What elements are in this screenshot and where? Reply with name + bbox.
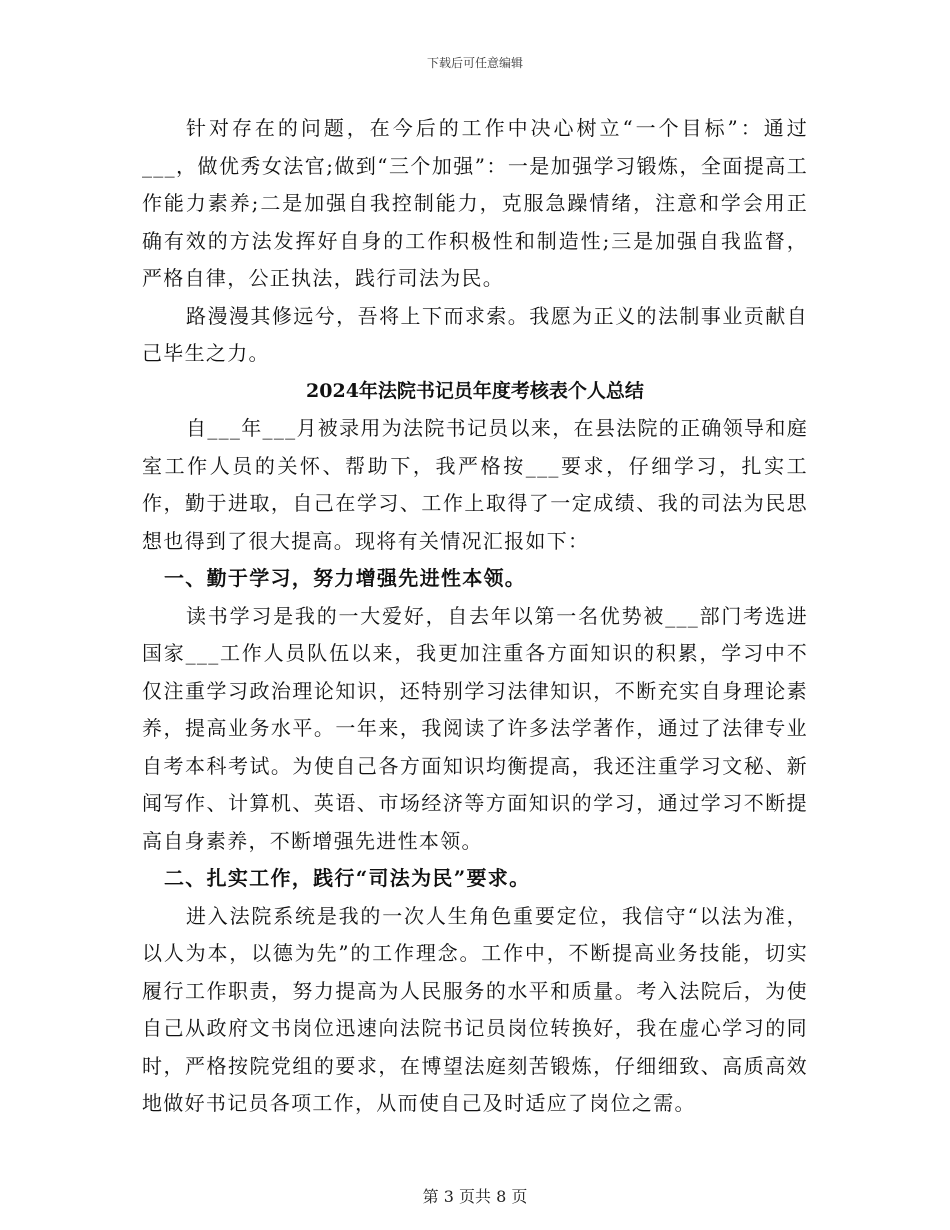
section-heading-study: 一、勤于学习，努力增强先进性本领。 xyxy=(164,566,527,590)
paragraph-study: 读书学习是我的一大爱好，自去年以第一名优势被___部门考选进国家___工作人员队伍以来，我更加注重各方面知识的积累，学习中不仅注重学习政治理论知识，还特别学习法律知识，不断充实自身理论素养，提高业务水平。一年来，我阅读了许多法学著作，通过了法律专业自考本科考试。为使自己各方面知识均衡提高，我还注重学习文秘、新闻写作、计算机、英语、市场经济等方面知识的学习，通过学习不断提高自身素养，不断增强先进性本领。 xyxy=(142,603,808,853)
document-title: 2024年法院书记员年度考核表个人总结 xyxy=(306,379,644,402)
paragraph-work: 进入法院系统是我的一次人生角色重要定位，我信守“以法为准，以人为本，以德为先”的工作理念。工作中，不断提高业务技能，切实履行工作职责，努力提高为人民服务的水平和质量。考入法院后，为使自己从政府文书岗位迅速向法院书记员岗位转换好，我在虚心学习的同时，严格按院党组的要求，在博望法庭刻苦锻炼，仔细细致、高质高效地做好书记员各项工作，从而使自己及时适应了岗位之需。 xyxy=(142,903,808,1115)
document-body xyxy=(142,110,808,1123)
paragraph-closing: 路漫漫其修远兮，吾将上下而求索。我愿为正义的法制事业贡献自己毕生之力。 xyxy=(142,303,808,365)
paragraph-goals: 针对存在的问题，在今后的工作中决心树立“一个目标”：通过___，做优秀女法官;做到“三个加强”：一是加强学习锻炼，全面提高工作能力素养;二是加强自我控制能力，克服急躁情绪，注意和学会用正确有效的方法发挥好自身的工作积极性和制造性;三是加强自我监督，严格自律，公正执法，践行司法为民。 xyxy=(142,116,808,290)
page-header: 下载后可任意编辑 xyxy=(426,56,523,70)
paragraph-intro: 自___年___月被录用为法院书记员以来，在县法院的正确领导和庭室工作人员的关怀、帮助下，我严格按___要求，仔细学习，扎实工作，勤于进取，自己在学习、工作上取得了一定成绩、我的司法为民思想也得到了很大提高。现将有关情况汇报如下： xyxy=(142,416,808,553)
section-heading-work: 二、扎实工作，践行“司法为民”要求。 xyxy=(164,866,531,890)
page-footer: 第 3 页共 8 页 xyxy=(422,1187,528,1206)
